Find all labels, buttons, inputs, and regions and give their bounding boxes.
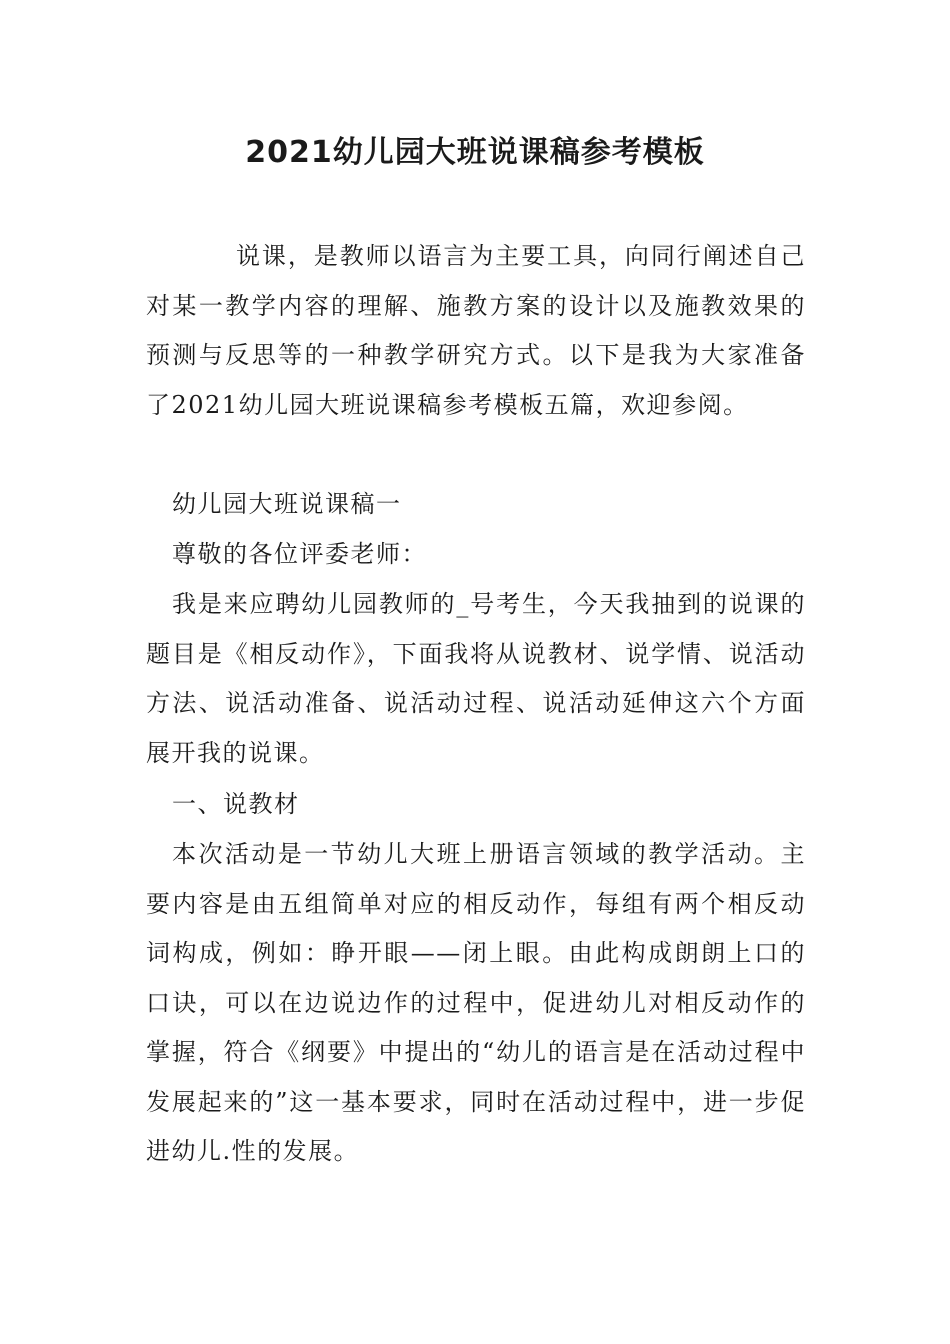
document-title: 2021幼儿园大班说课稿参考模板 xyxy=(245,135,705,170)
greeting-line: 尊敬的各位评委老师： xyxy=(172,540,427,568)
body-paragraph-2: 本次活动是一节幼儿大班上册语言领域的教学活动。主要内容是由五组简单对应的相反动作，每组有两个相反动词构成，例如：睁开眼——闭上眼。由此构成朗朗上口的口诀，可以在边说边作的过程中，促进幼儿对相反动作的掌握，符合《纲要》中提出的“幼儿的语言是在活动过程中发展起来的”这一基本要求，同时在活动过程中，进一步促进幼儿.性的发展。 xyxy=(146,840,806,1165)
section-heading: 幼儿园大班说课稿一 xyxy=(172,490,402,518)
subheading-teaching-material: 一、说教材 xyxy=(172,790,300,818)
intro-paragraph: 说课，是教师以语言为主要工具，向同行阐述自己对某一教学内容的理解、施教方案的设计以及施教效果的预测与反思等的一种教学研究方式。以下是我为大家准备了2021幼儿园大班说课稿参考模板五篇，欢迎参阅。 xyxy=(146,242,806,419)
body-paragraph-1: 我是来应聘幼儿园教师的_号考生，今天我抽到的说课的题目是《相反动作》，下面我将从说教材、说学情、说活动方法、说活动准备、说活动过程、说活动延伸这六个方面展开我的说课。 xyxy=(146,590,806,767)
